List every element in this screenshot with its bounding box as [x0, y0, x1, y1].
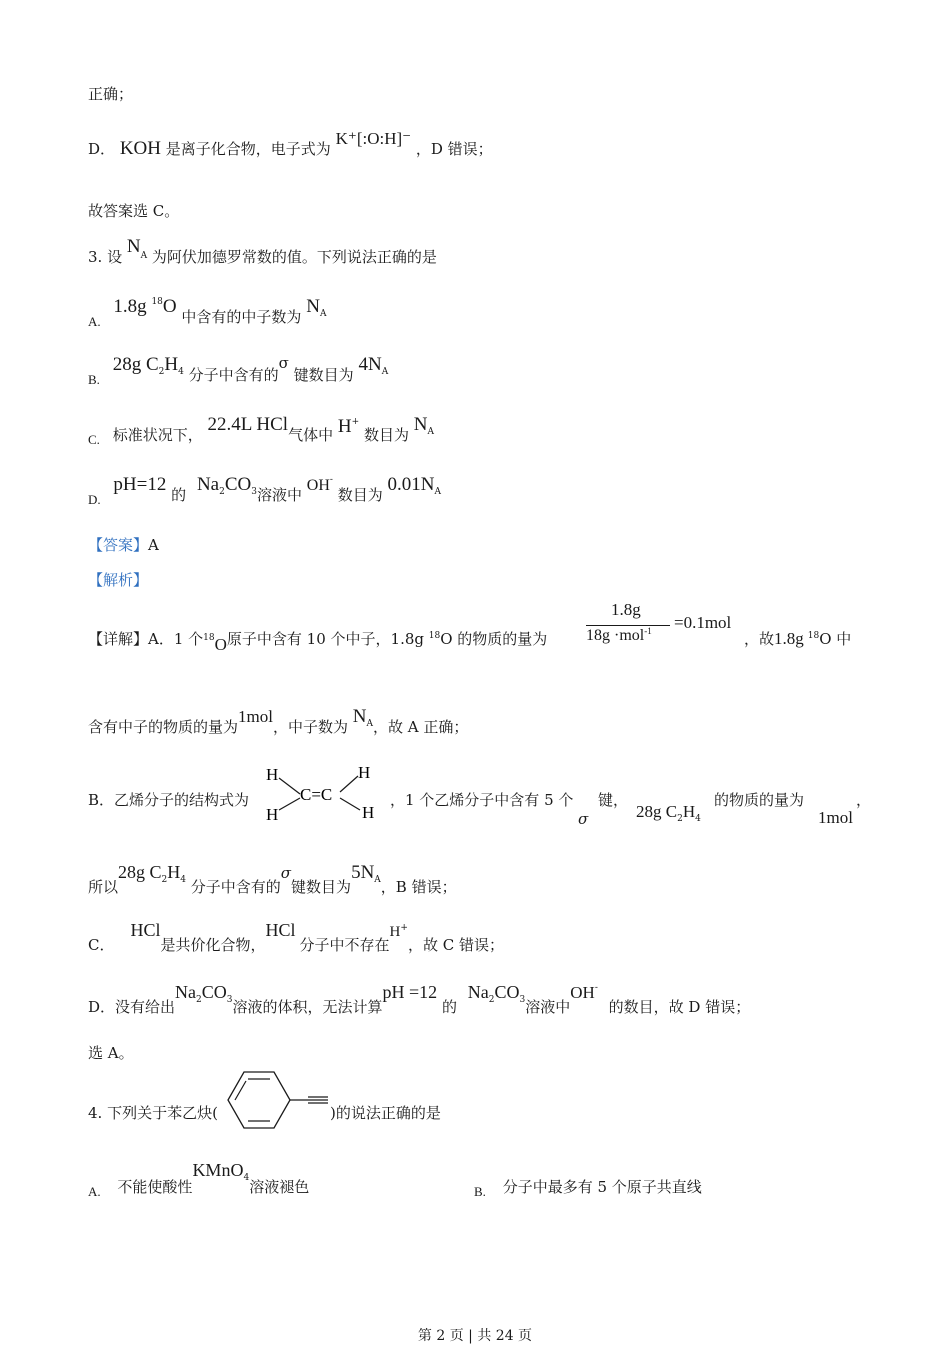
- question-4-stem-pre: 4. 下列关于苯乙炔(: [88, 1104, 218, 1122]
- analysis-line: [88, 569, 148, 590]
- fraction-bar: [586, 625, 670, 626]
- page-footer: 第 2 页 | 共 24 页: [417, 1328, 533, 1344]
- continuation-text: 正确；: [88, 85, 134, 103]
- q3-option-a[interactable]: A. 1.8g $^{18}$O 中含有的中子数为 $N_A$: [88, 296, 327, 329]
- final-line: 选 A。: [88, 1044, 134, 1062]
- ethylene-h: H: [362, 803, 375, 822]
- ethylene-cc: C=C: [300, 785, 333, 804]
- question-3-stem: 3. 设 $N^A$ 为阿伏加德罗常数的值。下列说法正确的是: [88, 236, 437, 266]
- analysis-tag: 【解析】: [88, 571, 149, 589]
- detail-b-formula: 28g $C_2H_4$: [636, 802, 701, 824]
- conclusion-line: 故答案选 C。: [88, 202, 180, 220]
- ethylene-h: H: [358, 763, 371, 782]
- ethylene-h: H: [266, 805, 279, 824]
- detail-d: D．没有给出$Na_2CO_3$溶液的体积，无法计算pH =12 的 $Na_2CO_3$溶液中OH- 的数目，故 D 错误；: [88, 982, 751, 1016]
- detail-b-line1-mid: ，1 个乙烯分子中含有 5 个: [390, 791, 574, 809]
- detail-a-line1-tail: ，故1.8g $^{18}$O 中: [744, 629, 852, 648]
- detail-b-line1-key: 键，: [598, 791, 629, 809]
- q4-option-a[interactable]: A. 不能使酸性KMnO$_4$溶液褪色: [88, 1160, 310, 1199]
- answer-line: [88, 534, 159, 555]
- ethylene-structure: [262, 760, 388, 824]
- detail-b-mol: 1mol: [818, 808, 853, 827]
- electron-formula: K⁺[:O:H]⁻: [335, 129, 412, 148]
- koh-formula: KOH: [119, 138, 161, 159]
- text-line: [88, 83, 133, 104]
- question-4-stem-post: )的说法正确的是: [330, 1104, 441, 1122]
- prev-option-d: D． KOH 是离子化合物，电子式为 K⁺[:O:H]⁻ ，D 错误；: [88, 129, 493, 159]
- q3-option-c[interactable]: C. 标准状况下， 22.4L HCl气体中 H+ 数目为 $N_A$: [88, 414, 434, 447]
- fraction-numerator: 1.8g: [611, 600, 641, 619]
- detail-b-comma: ，: [856, 791, 872, 809]
- detail-c: C．HCl是共价化合物，HCl分子中不存在H+，故 C 错误；: [88, 920, 504, 954]
- fraction: [586, 600, 746, 650]
- answer-value: A: [148, 536, 159, 554]
- detail-b-line2: 所以28g $C_2H_4$ 分子中含有的σ键数目为$5N_A$，B 错误；: [88, 862, 457, 896]
- q3-option-d[interactable]: D. pH=12 的 $Na_2CO_3$溶液中 OH- 数目为 $0.01N_A$: [88, 474, 441, 507]
- detail-a-line1: 【详解】A．1 个$^{18}$O原子中含有 10 个中子，1.8g $^{18}$O 的物质的量为: [88, 630, 548, 654]
- fraction-denominator: 18g ·mol$^{-1}$: [586, 626, 652, 644]
- detail-a-line2: 含有中子的物质的量为1mol，中子数为 $N_A$，故 A 正确；: [88, 706, 469, 736]
- ethylene-h: H: [266, 765, 279, 784]
- fraction-result: =0.1mol: [674, 613, 732, 632]
- q3-option-b[interactable]: B. 28g $C_2H_4$ 分子中含有的σ 键数目为 $4N_A$: [88, 354, 389, 387]
- phenylacetylene-structure: [216, 1066, 336, 1134]
- answer-tag: 【答案】: [88, 536, 149, 554]
- sigma-symbol: σ: [578, 810, 589, 828]
- q4-option-b[interactable]: B. 分子中最多有 5 个原子共直线: [474, 1178, 702, 1199]
- detail-b-line1-tail: 的物质的量为: [714, 791, 805, 809]
- detail-b-line1: B．乙烯分子的结构式为: [88, 791, 250, 809]
